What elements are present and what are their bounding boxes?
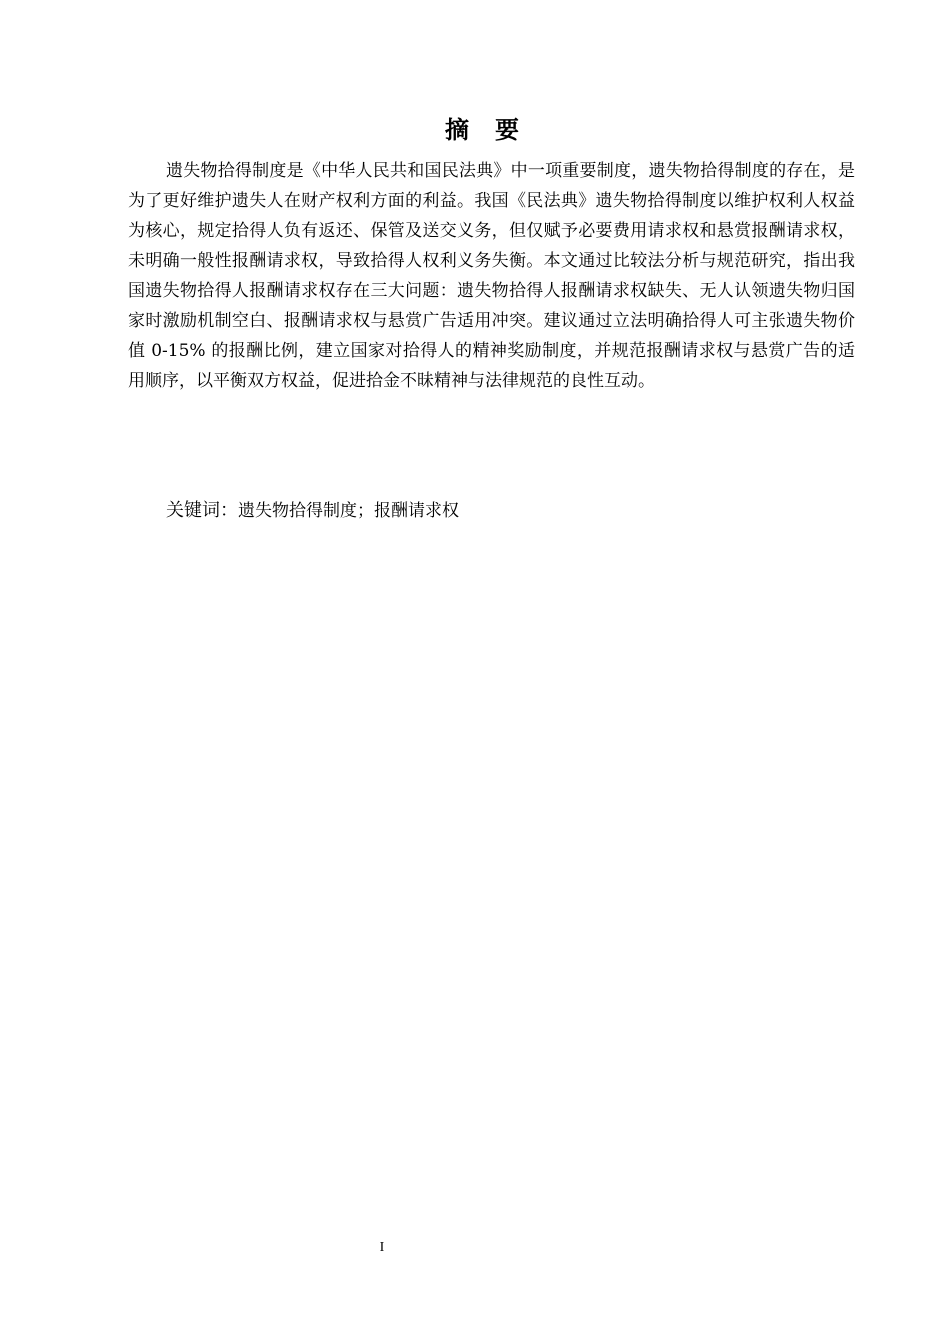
abstract-title: 摘要: [445, 116, 545, 144]
keywords-label: 关键词：: [166, 500, 238, 521]
abstract-body: 遗失物拾得制度是《中华人民共和国民法典》中一项重要制度，遗失物拾得制度的存在，是为了更好维护遗失人在财产权利方面的利益。我国《民法典》遗失物拾得制度以维护权利人权益为核心，规定拾得人负有返还、保管及送交义务，但仅赋予必要费用请求权和悬赏报酬请求权，未明确一般性报酬请求权，导致拾得人权利义务失衡。本文通过比较法分析与规范研究，指出我国遗失物拾得人报酬请求权存在三大问题：遗失物拾得人报酬请求权缺失、无人认领遗失物归国家时激励机制空白、报酬请求权与悬赏广告适用冲突。建议通过立法明确拾得人可主张遗失物价值 0-15% 的报酬比例，建立国家对拾得人的精神奖励制度，并规范报酬请求权与悬赏广告的适用顺序，以平衡双方权益，促进拾金不昧精神与法律规范的良性互动。: [128, 161, 855, 391]
keywords-text: 遗失物拾得制度；报酬请求权: [238, 501, 459, 521]
page-number: I: [379, 1240, 385, 1255]
keywords-line: [166, 496, 856, 526]
